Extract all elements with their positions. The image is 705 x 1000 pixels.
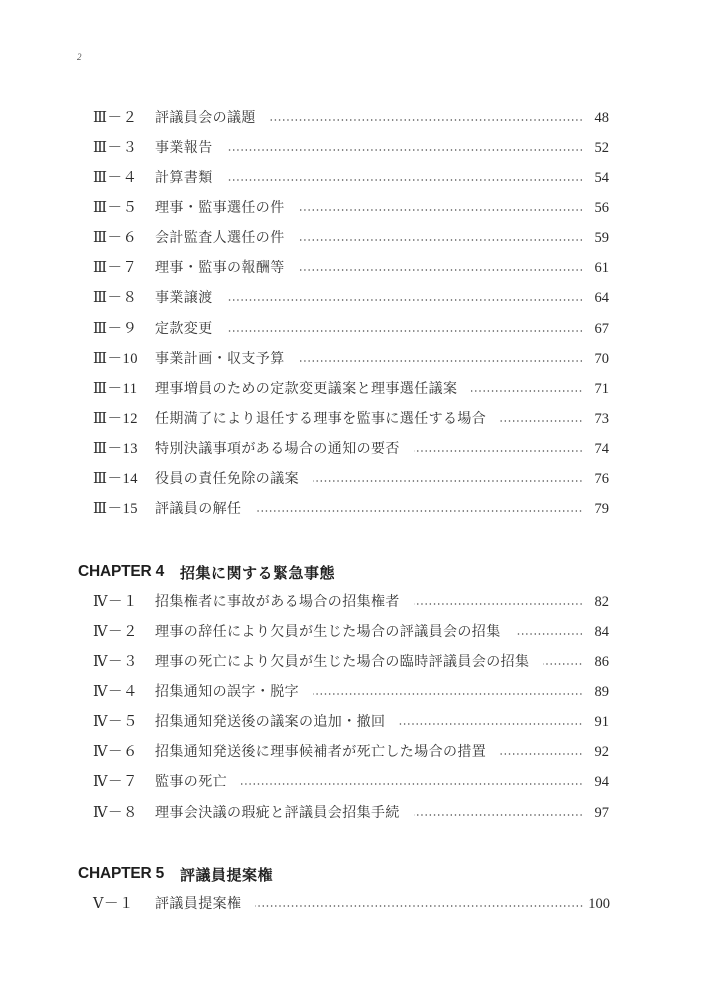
dot-leader — [543, 663, 583, 665]
entry-page: 71 — [594, 381, 609, 397]
entry-page: 52 — [594, 140, 609, 156]
entry-title: 役員の責任免除の議案 — [155, 471, 299, 487]
entry-title: 任期満了により退任する理事を監事に選任する場合 — [155, 411, 487, 427]
chapter-label: CHAPTER 5 — [78, 865, 165, 882]
chapter-title: 招集に関する緊急事態 — [180, 563, 336, 582]
entry-page: 84 — [594, 624, 609, 640]
entry-number: Ⅳ－５ — [93, 714, 138, 730]
entry-page: 74 — [594, 441, 609, 457]
dot-leader — [414, 450, 583, 452]
dot-leader — [313, 693, 583, 695]
dot-leader — [515, 633, 583, 635]
dot-leader — [299, 239, 583, 241]
entry-title: 事業譲渡 — [155, 290, 213, 306]
dot-leader — [500, 753, 583, 755]
entry-number: Ⅲ－２ — [93, 110, 138, 126]
entry-number: Ⅳ－２ — [93, 624, 138, 640]
entry-page: 94 — [594, 774, 609, 790]
entry-number: Ⅲ－３ — [93, 140, 138, 156]
dot-leader — [270, 119, 583, 121]
chapter-title: 評議員提案権 — [180, 865, 274, 884]
entry-number: Ⅴ－１ — [93, 896, 134, 912]
dot-leader — [500, 420, 583, 422]
toc-entry[interactable] — [93, 681, 609, 703]
dot-leader — [227, 330, 583, 332]
entry-number: Ⅲ－11 — [93, 381, 138, 397]
entry-page: 100 — [588, 896, 610, 912]
entry-title: 評議員会の議題 — [155, 110, 256, 126]
entry-page: 64 — [594, 290, 609, 306]
entry-title: 理事会決議の瑕疵と評議員会招集手続 — [155, 805, 400, 821]
entry-number: Ⅳ－３ — [93, 654, 138, 670]
entry-number: Ⅲ－14 — [93, 471, 138, 487]
toc-entry[interactable] — [93, 257, 609, 279]
dot-leader — [299, 360, 583, 362]
entry-number: Ⅳ－７ — [93, 774, 138, 790]
dot-leader — [299, 269, 583, 271]
toc-entry[interactable] — [93, 197, 609, 219]
page-number: 2 — [77, 52, 82, 62]
entry-page: 76 — [594, 471, 609, 487]
dot-leader — [255, 510, 583, 512]
entry-page: 56 — [594, 200, 609, 216]
chapter-label: CHAPTER 4 — [78, 563, 165, 580]
dot-leader — [471, 390, 583, 392]
entry-page: 73 — [594, 411, 609, 427]
entry-page: 61 — [594, 260, 609, 276]
entry-page: 48 — [594, 110, 609, 126]
toc-entry[interactable] — [93, 438, 609, 460]
toc-entry[interactable] — [93, 227, 609, 249]
dot-leader — [299, 209, 583, 211]
toc-entry[interactable] — [93, 741, 609, 763]
entry-title: 定款変更 — [155, 321, 213, 337]
entry-title: 理事・監事選任の件 — [155, 200, 285, 216]
entry-number: Ⅲ－４ — [93, 170, 138, 186]
entry-title: 理事増員のための定款変更議案と理事選任議案 — [155, 381, 458, 397]
toc-entry[interactable] — [93, 893, 610, 915]
entry-title: 理事・監事の報酬等 — [155, 260, 285, 276]
toc-entry[interactable] — [93, 468, 609, 490]
entry-page: 79 — [594, 501, 609, 517]
dot-leader — [227, 179, 583, 181]
entry-number: Ⅲ－10 — [93, 351, 138, 367]
toc-entry[interactable] — [93, 378, 609, 400]
entry-title: 招集通知発送後の議案の追加・撤回 — [155, 714, 386, 730]
entry-page: 54 — [594, 170, 609, 186]
toc-entry[interactable] — [93, 408, 609, 430]
toc-entry[interactable] — [93, 167, 609, 189]
dot-leader — [414, 814, 583, 816]
entry-number: Ⅳ－１ — [93, 594, 138, 610]
entry-number: Ⅲ－15 — [93, 501, 138, 517]
entry-title: 計算書類 — [155, 170, 213, 186]
toc-entry[interactable] — [93, 348, 609, 370]
toc-entry[interactable] — [93, 287, 609, 309]
entry-number: Ⅲ－13 — [93, 441, 138, 457]
dot-leader — [399, 723, 583, 725]
entry-number: Ⅲ－８ — [93, 290, 138, 306]
entry-number: Ⅲ－９ — [93, 321, 138, 337]
toc-entry[interactable] — [93, 318, 609, 340]
entry-title: 招集権者に事故がある場合の招集権者 — [155, 594, 400, 610]
dot-leader — [241, 783, 583, 785]
entry-title: 会計監査人選任の件 — [155, 230, 285, 246]
chapter-heading-4[interactable] — [78, 559, 335, 585]
entry-title: 招集通知の誤字・脱字 — [155, 684, 299, 700]
entry-title: 監事の死亡 — [155, 774, 227, 790]
toc-entry[interactable] — [93, 107, 609, 129]
entry-title: 事業報告 — [155, 140, 213, 156]
entry-number: Ⅳ－４ — [93, 684, 138, 700]
dot-leader — [414, 603, 583, 605]
entry-page: 70 — [594, 351, 609, 367]
chapter-heading-5[interactable] — [78, 861, 273, 887]
toc-entry[interactable] — [93, 802, 609, 824]
entry-page: 67 — [594, 321, 609, 337]
entry-page: 82 — [594, 594, 609, 610]
entry-number: Ⅲ－７ — [93, 260, 138, 276]
toc-entry[interactable] — [93, 498, 609, 520]
entry-number: Ⅳ－６ — [93, 744, 138, 760]
entry-title: 理事の辞任により欠員が生じた場合の評議員会の招集 — [155, 624, 501, 640]
entry-number: Ⅲ－５ — [93, 200, 138, 216]
toc-entry[interactable] — [93, 771, 609, 793]
entry-title: 理事の死亡により欠員が生じた場合の臨時評議員会の招集 — [155, 654, 530, 670]
entry-title: 評議員の解任 — [155, 501, 242, 517]
toc-entry[interactable] — [93, 137, 609, 159]
entry-page: 97 — [594, 805, 609, 821]
toc-entry[interactable] — [93, 651, 609, 673]
dot-leader — [313, 480, 583, 482]
entry-number: Ⅲ－６ — [93, 230, 138, 246]
entry-page: 91 — [594, 714, 609, 730]
entry-page: 86 — [594, 654, 609, 670]
entry-page: 59 — [594, 230, 609, 246]
entry-title: 招集通知発送後に理事候補者が死亡した場合の措置 — [155, 744, 487, 760]
entry-title: 評議員提案権 — [155, 896, 242, 912]
toc-entry[interactable] — [93, 711, 609, 733]
entry-title: 事業計画・収支予算 — [155, 351, 285, 367]
dot-leader — [227, 299, 583, 301]
dot-leader — [227, 149, 583, 151]
entry-title: 特別決議事項がある場合の通知の要否 — [155, 441, 400, 457]
entry-page: 89 — [594, 684, 609, 700]
entry-page: 92 — [594, 744, 609, 760]
entry-number: Ⅳ－８ — [93, 805, 138, 821]
toc-entry[interactable] — [93, 621, 609, 643]
toc-entry[interactable] — [93, 591, 609, 613]
entry-number: Ⅲ－12 — [93, 411, 138, 427]
dot-leader — [255, 905, 584, 907]
